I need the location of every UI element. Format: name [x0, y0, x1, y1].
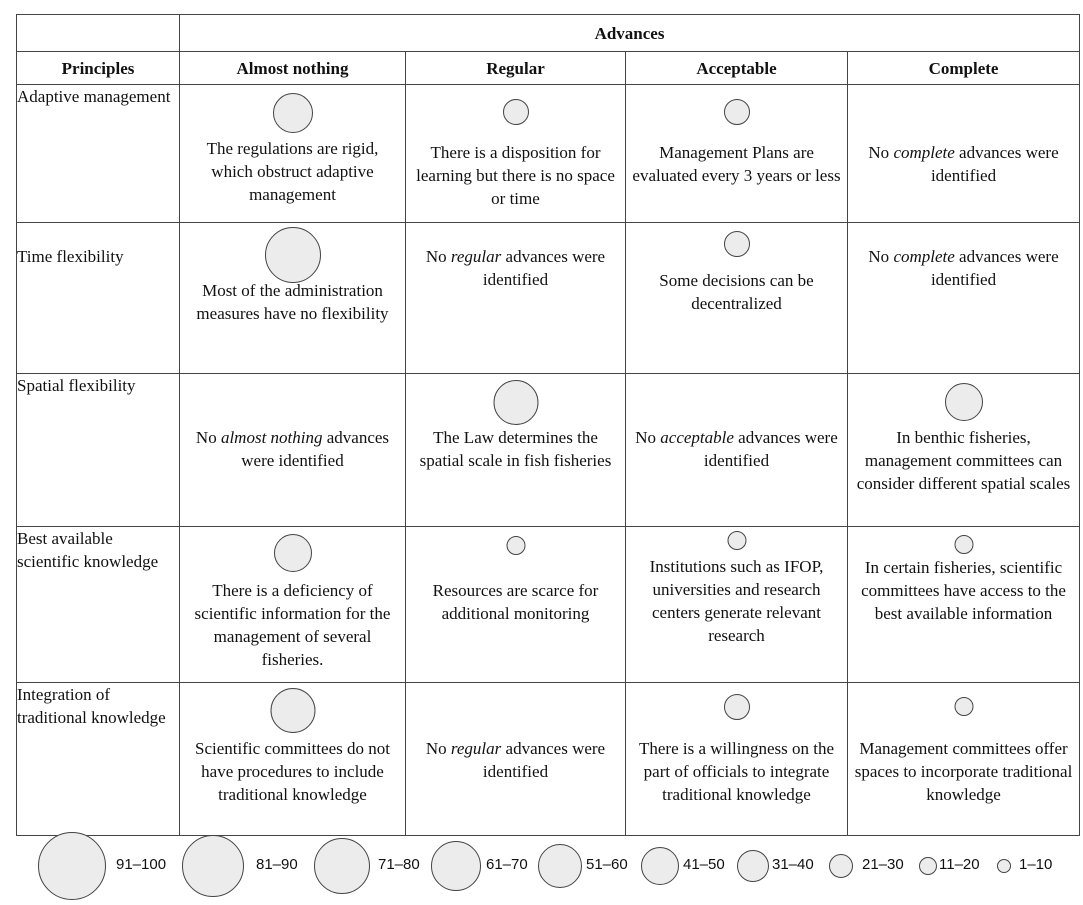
- circle-icon: [724, 694, 750, 720]
- legend-circle-icon: [737, 850, 769, 882]
- legend-circle-icon: [538, 844, 582, 888]
- text-emphasis: acceptable: [660, 428, 734, 447]
- table-cell: [180, 374, 406, 527]
- table-cell: [626, 223, 848, 374]
- table-cell: [848, 683, 1080, 836]
- cell-text: Management Plans are evaluated every 3 years or less: [632, 143, 841, 185]
- cell-text: [186, 426, 399, 472]
- text-post: advances were identified: [930, 143, 1059, 185]
- table-cell: [626, 374, 848, 527]
- cell-text: Scientific committees do not have procedures to include traditional knowledge: [195, 739, 390, 804]
- text-post: advances were identified: [703, 428, 838, 470]
- cell-text: The Law determines the spatial scale in fish fisheries: [419, 428, 612, 470]
- column-header: Almost nothing: [180, 52, 406, 85]
- table-cell: [406, 85, 626, 223]
- legend-circle-icon: [919, 857, 937, 875]
- circle-icon: [954, 535, 973, 554]
- principle-label: Best available scientific knowledge: [17, 527, 180, 683]
- legend-label: 91–100: [116, 856, 167, 873]
- legend-label: 81–90: [256, 856, 298, 873]
- table-cell: [626, 683, 848, 836]
- table-row: [17, 374, 1080, 527]
- text-pre: No: [868, 247, 894, 266]
- cell-text: In certain fisheries, scientific committees have access to the best available information: [861, 558, 1066, 623]
- cell-text: Institutions such as IFOP, universities and research centers generate relevant research: [649, 557, 824, 645]
- table-cell: [848, 223, 1080, 374]
- cell-text: [412, 245, 619, 291]
- table-cell: [848, 374, 1080, 527]
- text-emphasis: complete: [893, 247, 955, 266]
- circle-icon: [727, 531, 746, 550]
- table-cell: [180, 85, 406, 223]
- table-cell: [848, 85, 1080, 223]
- cell-text: Resources are scarce for additional monitoring: [432, 581, 599, 623]
- circle-icon: [503, 99, 529, 125]
- circle-icon: [265, 227, 321, 283]
- cell-text: The regulations are rigid, which obstruct adaptive management: [206, 139, 379, 204]
- cell-text: There is a willingness on the part of officials to integrate traditional knowledge: [639, 739, 834, 804]
- table-row: [17, 85, 1080, 223]
- text-emphasis: complete: [893, 143, 955, 162]
- text-pre: No: [868, 143, 894, 162]
- text-post: advances were identified: [241, 428, 390, 470]
- legend-label: 71–80: [378, 856, 420, 873]
- circle-icon: [724, 231, 750, 257]
- cell-text: Management committees offer spaces to incorporate traditional knowledge: [854, 739, 1073, 804]
- table-cell: [626, 85, 848, 223]
- size-legend: [0, 830, 1083, 900]
- text-pre: No: [195, 428, 221, 447]
- cell-text: [854, 245, 1073, 291]
- circle-icon: [273, 93, 313, 133]
- text-emphasis: regular: [450, 739, 502, 758]
- column-header: Complete: [848, 52, 1080, 85]
- legend-label: 51–60: [586, 856, 628, 873]
- cell-text: There is a disposition for learning but there is no space or time: [416, 143, 615, 208]
- principles-header: Principles: [17, 52, 180, 85]
- text-pre: No: [425, 247, 451, 266]
- legend-label: 1–10: [1019, 856, 1053, 873]
- principle-label: Adaptive management: [17, 85, 180, 223]
- text-emphasis: almost nothing: [220, 428, 323, 447]
- cell-text: Most of the administration measures have no flexibility: [196, 281, 389, 323]
- column-header-row: [17, 52, 1080, 85]
- table-row: [17, 683, 1080, 836]
- cell-text: [412, 737, 619, 783]
- principle-label: Spatial flexibility: [17, 374, 180, 527]
- table-row: [17, 223, 1080, 374]
- principles-advances-table: [16, 14, 1080, 836]
- empty-corner-cell: [17, 15, 180, 52]
- table-cell: [406, 374, 626, 527]
- text-post: advances were identified: [482, 247, 606, 289]
- cell-text: In benthic fisheries, management committees can consider different spatial scales: [856, 428, 1071, 493]
- cell-text: [632, 426, 841, 472]
- legend-circle-icon: [182, 835, 244, 897]
- column-header: Acceptable: [626, 52, 848, 85]
- legend-circle-icon: [431, 841, 481, 891]
- principle-label: Integration of traditional knowledge: [17, 683, 180, 836]
- circle-icon: [274, 534, 312, 572]
- principle-label: Time flexibility: [17, 223, 180, 374]
- text-emphasis: regular: [450, 247, 502, 266]
- table-cell: [180, 683, 406, 836]
- circle-icon: [493, 380, 538, 425]
- legend-label: 11–20: [939, 856, 980, 873]
- legend-label: 31–40: [772, 856, 814, 873]
- circle-icon: [270, 688, 315, 733]
- legend-circle-icon: [997, 859, 1011, 873]
- cell-text: [854, 141, 1073, 187]
- legend-label: 21–30: [862, 856, 904, 873]
- legend-label: 41–50: [683, 856, 725, 873]
- table-cell: [848, 527, 1080, 683]
- table-cell: [406, 223, 626, 374]
- legend-label: 61–70: [486, 856, 528, 873]
- legend-circle-icon: [641, 847, 679, 885]
- legend-circle-icon: [829, 854, 853, 878]
- table-cell: [406, 527, 626, 683]
- table-cell: [180, 223, 406, 374]
- text-pre: No: [425, 739, 451, 758]
- table-header-row: [17, 15, 1080, 52]
- circle-icon: [954, 697, 973, 716]
- cell-text: There is a deficiency of scientific information for the management of several fisheries.: [194, 581, 391, 669]
- column-header: Regular: [406, 52, 626, 85]
- legend-circle-icon: [314, 838, 370, 894]
- circle-icon: [506, 536, 525, 555]
- text-post: advances were identified: [930, 247, 1059, 289]
- table-cell: [406, 683, 626, 836]
- table-cell: [626, 527, 848, 683]
- table-row: [17, 527, 1080, 683]
- text-pre: No: [635, 428, 661, 447]
- legend-circle-icon: [38, 832, 106, 900]
- advances-header: Advances: [180, 15, 1080, 52]
- table-cell: [180, 527, 406, 683]
- text-post: advances were identified: [482, 739, 606, 781]
- circle-icon: [945, 383, 983, 421]
- circle-icon: [724, 99, 750, 125]
- cell-text: Some decisions can be decentralized: [659, 271, 814, 313]
